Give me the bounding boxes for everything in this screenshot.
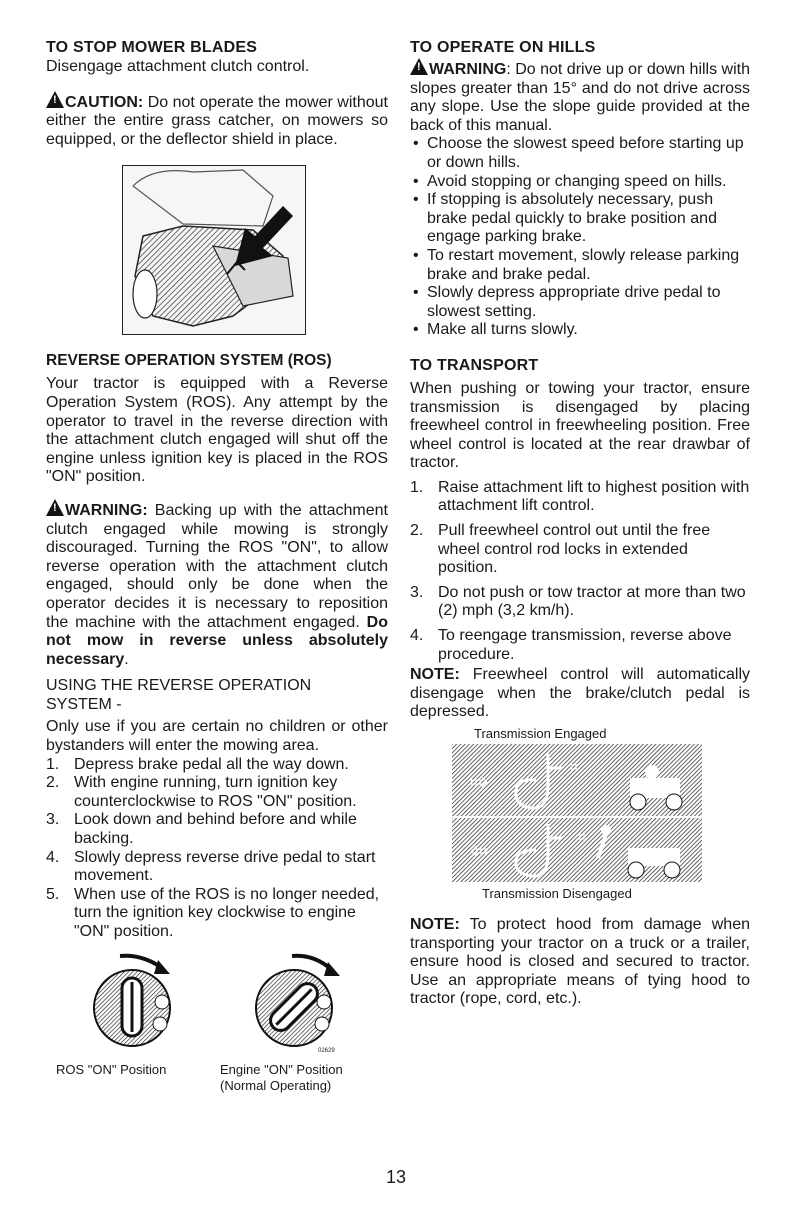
list-item: 4. To reengage transmission, reverse above procedure. <box>410 627 732 663</box>
transport-steps-list <box>410 479 750 664</box>
using-ros-intro: Only use if you are certain no children or other bystanders will enter the mowing area. <box>46 718 388 755</box>
hood-note: NOTE: To protect hood from damage when transporting your tractor on a truck or a trailer, ensure hood is closed and secured to tractor. Use an appropriate means of tying hood to tractor (rope, cord, etc.). <box>410 916 750 1008</box>
transmission-figure <box>410 726 750 904</box>
list-item: 5. When use of the ROS is no longer needed, turn the ignition key clockwise to engine "ON" position. <box>46 885 380 940</box>
list-item: • Choose the slowest speed before starting up or down hills. <box>410 135 750 172</box>
transport-intro: When pushing or towing your tractor, ensure transmission is disengaged by placing freewheel control in freewheeling position. Free wheel control is located at the rear drawbar of tractor. <box>410 379 750 472</box>
engine-on-caption: Engine "ON" Position <box>220 1061 343 1077</box>
note-label: NOTE: <box>410 916 460 933</box>
list-item: • Slowly depress appropriate drive pedal to slowest setting. <box>410 284 750 321</box>
svg-text:⇦: ⇦ <box>470 839 489 864</box>
hills-warning-paragraph <box>410 58 750 135</box>
stop-blades-heading: TO STOP MOWER BLADES <box>46 39 258 56</box>
transmission-disengaged-icon <box>452 818 702 882</box>
hills-heading: TO OPERATE ON HILLS <box>410 39 596 56</box>
ros-heading: REVERSE OPERATION SYSTEM (ROS) <box>46 352 332 370</box>
warning-triangle-icon: ! <box>46 499 64 516</box>
engine-on-ignition-key-icon <box>242 952 352 1052</box>
caution-label: CAUTION: <box>65 93 144 111</box>
caution-paragraph <box>46 91 388 150</box>
ros-steps-list <box>46 756 388 942</box>
transmission-disengaged-caption: Transmission Disengaged <box>482 886 632 901</box>
engine-on-subcaption: (Normal Operating) <box>220 1077 332 1093</box>
list-item: 1. Raise attachment lift to highest position with attachment lift control. <box>410 478 750 515</box>
warning-triangle-icon: ! <box>46 91 64 108</box>
warning-triangle-icon: ! <box>410 58 428 75</box>
caution-text: Do not operate the mower without either the entire grass catcher, on mowers so equipped, or the deflector shield in place. <box>46 93 388 148</box>
ros-warning-text: Backing up with the attachment clutch engaged while mowing is strongly discouraged. Turning the ROS "ON", to allow reverse operation with the attachment clutch engaged, should only be done when the operator decides it is necessary to reposition the machine with the attachment engaged. <box>46 501 388 631</box>
page-number: 13 <box>386 1167 407 1187</box>
list-item: 3. Do not push or tow tractor at more than two (2) mph (3,2 km/h). <box>410 583 746 620</box>
ros-warning-paragraph: ! WARNING: Backing up with the attachment clutch engaged while mowing is strongly discouraged. Turning the ROS "ON", to allow reverse operation with the attachment clutch engaged, should only be done when the operator decides it is necessary to reposition the machine with the attachment engaged. Do not mow in reverse unless absolutely necessary. <box>46 499 388 669</box>
list-item: • To restart movement, slowly release parking brake and brake pedal. <box>410 247 750 284</box>
list-item: 2. Pull freewheel control out until the free wheel control rod locks in extended position. <box>410 522 711 577</box>
right-column <box>410 38 750 1009</box>
svg-text:⇨: ⇨ <box>470 770 489 795</box>
list-item: • If stopping is absolutely necessary, push brake pedal quickly to brake position and engage parking brake. <box>410 191 750 247</box>
transport-heading: TO TRANSPORT <box>410 356 539 374</box>
hills-warning-text: : Do not drive up or down hills with slopes greater than 15° and do not drive across any slope. Use the slope guide provided at the back of this manual. <box>410 61 750 134</box>
list-item: 4. Slowly depress reverse drive pedal to start movement. <box>46 848 376 885</box>
ignition-key-figure <box>46 952 388 1102</box>
hills-warning-label: WARNING <box>429 61 507 78</box>
svg-text:=: = <box>570 759 580 776</box>
list-item: 3. Look down and behind before and while backing. <box>46 811 357 848</box>
stop-blades-text: Disengage attachment clutch control. <box>46 58 310 75</box>
ros-on-caption: ROS "ON" Position <box>56 1061 167 1077</box>
transmission-engaged-caption: Transmission Engaged <box>474 726 607 741</box>
note-label: NOTE: <box>410 666 460 684</box>
list-item: 2. With engine running, turn ignition key counterclockwise to ROS "ON" position. <box>46 774 357 810</box>
left-column <box>46 38 388 1102</box>
ros-on-ignition-key-icon <box>80 952 190 1052</box>
ros-warning-bold: Do not mow in reverse unless absolutely necessary <box>46 613 388 668</box>
using-ros-title: USING THE REVERSE OPERATION SYSTEM - <box>46 677 312 713</box>
svg-text:=: = <box>576 829 586 846</box>
figure-code: 02629 <box>318 1047 335 1054</box>
hills-bullet-list <box>410 135 750 340</box>
ros-intro: Your tractor is equipped with a Reverse Operation System (ROS). Any attempt by the operator to travel in the reverse direction with the attachment clutch engaged will shut off the engine unless ignition key is placed in the ROS "ON" position. <box>46 375 388 486</box>
freewheel-note: NOTE: Freewheel control will automatically disengage when the brake/clutch pedal is depressed. <box>410 666 750 721</box>
mower-deflector-illustration-icon <box>123 166 305 334</box>
list-item: • Avoid stopping or changing speed on hills. <box>410 173 750 192</box>
list-item: • Make all turns slowly. <box>410 321 750 340</box>
transmission-engaged-icon <box>452 744 702 816</box>
list-item: 1. Depress brake pedal all the way down. <box>46 755 349 773</box>
ros-warning-label: WARNING: <box>65 501 148 519</box>
mower-deflector-figure <box>122 165 306 335</box>
